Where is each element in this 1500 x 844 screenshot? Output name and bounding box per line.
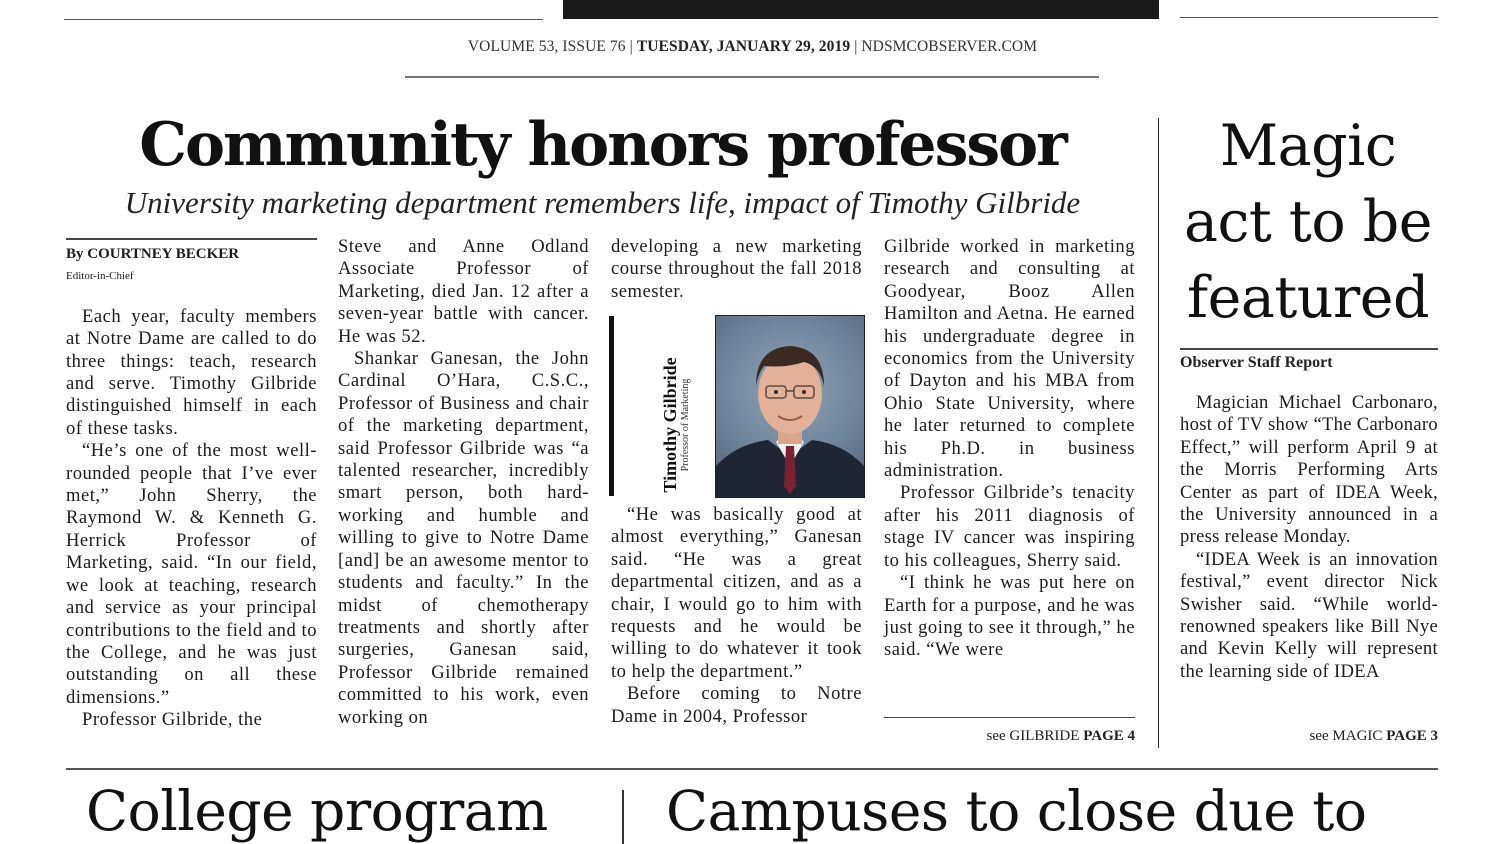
jump-page: PAGE 3: [1386, 728, 1438, 744]
paragraph: Shankar Ganesan, the John Cardinal O’Hara, C.S.C., Professor of Business and chair of the marketing department, said Professor Gilbride was “a talented researcher, incredibly smart person, both hard-working and humble and willing to give to Notre Dame [and] be an awesome mentor to students and faculty.” In the midst of chemotherapy treatments and shortly after surgeries, Ganesan said, Professor Gilbride remained committed to his work, even working on: [338, 348, 589, 728]
paragraph: Professor Gilbride’s tenacity after his 2011 diagnosis of stage IV cancer was inspiring to his colleagues, Sherry said.: [884, 482, 1135, 571]
story-column-3-bottom: [611, 504, 862, 728]
jump-prefix: see GILBRIDE: [986, 728, 1084, 744]
paragraph: Professor Gilbride, the: [82, 709, 263, 731]
side-headline-line: act to be: [1184, 189, 1432, 255]
photo-caption-role: Professor of Marketing: [680, 378, 691, 472]
paragraph: “I think he was put here on Earth for a purpose, and he was just going to see it through,” he said. “We were: [884, 572, 1135, 661]
vertical-column-divider: [1158, 118, 1159, 748]
top-rule-right: [1180, 17, 1438, 18]
story-column-1: [66, 236, 317, 732]
side-headline-line: Magic: [1219, 113, 1397, 179]
paragraph: Each year, faculty members at Notre Dame are called to do three things: teach, research and serve. Timothy Gilbride distinguished himself in each of these tasks.: [66, 305, 317, 439]
bottom-left-headline: College program: [86, 779, 548, 843]
dateline: [400, 38, 1105, 56]
paragraph: Gilbride worked in marketing research and consulting at Goodyear, Booz Allen Hamilton and Aetna. He earned his undergraduate degree in economics from the University of Dayton and his MBA from Ohio State University, where he later returned to complete his Ph.D. in business administration.: [884, 236, 1135, 482]
jump-line-gilbride[interactable]: [884, 728, 1135, 745]
side-byline-rule: [1180, 348, 1438, 350]
paragraph: developing a new marketing course throughout the fall 2018 semester.: [611, 236, 862, 302]
dateline-site[interactable]: | NDSMCOBSERVER.COM: [850, 38, 1038, 55]
top-rule-left: [64, 19, 543, 20]
photo-caption-bar: [609, 316, 614, 496]
paragraph: Before coming to Notre Dame in 2004, Professor: [611, 683, 862, 727]
side-story-column: [1180, 392, 1438, 683]
portrait-illustration: [716, 316, 864, 497]
jump-line-magic[interactable]: [1180, 728, 1438, 745]
byline-role: Editor-in-Chief: [66, 270, 134, 283]
bottom-vertical-divider: [622, 790, 624, 844]
portrait-photo: [715, 315, 865, 498]
paragraph: “IDEA Week is an innovation festival,” event director Nick Swisher said. “While world-renowned speakers like Bill Nye and Kevin Kelly will represent the learning side of IDEA: [1180, 548, 1438, 682]
byline-name: COURTNEY BECKER: [87, 246, 240, 262]
jump-prefix: see MAGIC: [1309, 728, 1387, 744]
side-byline: Observer Staff Report: [1180, 354, 1333, 371]
paragraph: Steve and Anne Odland Associate Professor of Marketing, died Jan. 12 after a seven-year battle with cancer. He was 52.: [338, 236, 589, 347]
paragraph: “He’s one of the most well-rounded people that I’ve ever met,” John Sherry, the Raymond W. & Kenneth G. Herrick Professor of Marketing, said. “In our field, we look at teaching, research and service as your principal contributions to the field and to the College, and he was just outstanding on all these dimensions.”: [66, 440, 317, 708]
story-column-2: [338, 236, 589, 729]
paragraph: “He was basically good at almost everything,” Ganesan said. “He was a great departmental citizen, and as a chair, I would go to him with requests and he would be willing to do whatever it took to help the department.”: [611, 504, 862, 682]
jump-page: PAGE 4: [1083, 728, 1135, 744]
bottom-right-headline: Campuses to close due to: [666, 779, 1367, 843]
main-headline: Community honors professor: [139, 110, 1066, 180]
side-headline-line: featured: [1187, 265, 1429, 331]
main-deck: University marketing department remembers life, impact of Timothy Gilbride: [124, 185, 1081, 220]
bottom-rule: [66, 768, 1438, 770]
story-column-4: [884, 236, 1135, 662]
byline: [66, 243, 317, 265]
masthead-nameplate-bar: [563, 0, 1159, 19]
byline-prefix: By: [66, 246, 88, 262]
side-headline: [1172, 108, 1444, 336]
dateline-rule: [405, 76, 1099, 78]
story-column-3-top: [611, 236, 862, 303]
dateline-volume: VOLUME 53, ISSUE 76 |: [467, 38, 637, 55]
paragraph: Magician Michael Carbonaro, host of TV show “The Carbonaro Effect,” will perform April 9 at the Morris Performing Arts Center as part of IDEA Week, the University announced in a press release Monday.: [1180, 392, 1438, 548]
photo-caption: [660, 335, 700, 515]
photo-caption-name: Timothy Gilbride: [660, 357, 680, 493]
dateline-date: TUESDAY, JANUARY 29, 2019: [636, 38, 851, 55]
jump-rule-main: [884, 717, 1135, 718]
